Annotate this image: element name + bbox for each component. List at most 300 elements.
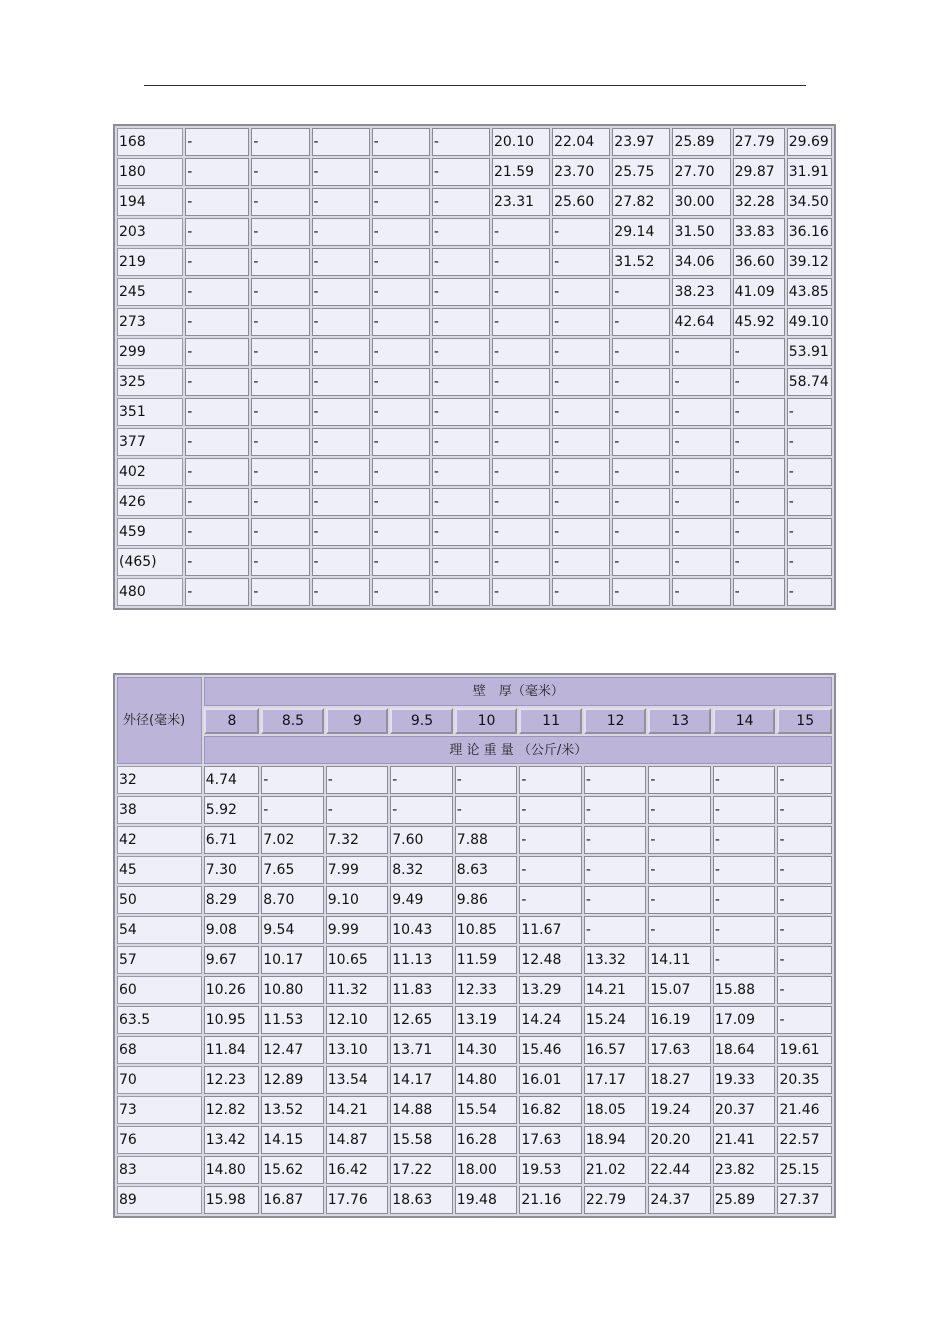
outer-diameter-cell: (465) xyxy=(117,548,183,576)
weight-cell: - xyxy=(432,548,490,576)
outer-diameter-cell: 32 xyxy=(117,766,202,794)
weight-cell: - xyxy=(372,368,430,396)
weight-cell: 11.59 xyxy=(455,946,518,974)
outer-diameter-cell: 377 xyxy=(117,428,183,456)
weight-cell: - xyxy=(612,548,670,576)
table-row xyxy=(117,248,832,276)
weight-cell: 13.19 xyxy=(455,1006,518,1034)
weight-cell: - xyxy=(312,428,370,456)
weight-cell: 27.82 xyxy=(612,188,670,216)
weight-cell: - xyxy=(185,548,249,576)
weight-cell: - xyxy=(312,398,370,426)
weight-cell: - xyxy=(552,518,610,546)
weight-cell: 12.47 xyxy=(261,1036,324,1064)
weight-cell: - xyxy=(519,856,582,884)
weight-cell: 25.75 xyxy=(612,158,670,186)
table-row xyxy=(117,1186,832,1214)
weight-cell: - xyxy=(372,518,430,546)
weight-cell: - xyxy=(312,548,370,576)
weight-cell: 25.15 xyxy=(777,1156,832,1184)
weight-cell: 36.16 xyxy=(787,218,832,246)
weight-cell: - xyxy=(777,916,832,944)
weight-cell: 32.28 xyxy=(733,188,785,216)
outer-diameter-cell: 273 xyxy=(117,308,183,336)
weight-cell: 13.54 xyxy=(326,1066,389,1094)
weight-cell: 15.07 xyxy=(648,976,711,1004)
weight-cell: - xyxy=(648,916,711,944)
weight-cell: 21.59 xyxy=(492,158,550,186)
weight-cell: - xyxy=(492,308,550,336)
weight-cell: - xyxy=(312,518,370,546)
weight-cell: - xyxy=(552,308,610,336)
weight-cell: 15.24 xyxy=(584,1006,647,1034)
weight-cell: 16.82 xyxy=(519,1096,582,1124)
table-row xyxy=(117,1096,832,1124)
weight-cell: - xyxy=(432,518,490,546)
weight-cell: 7.02 xyxy=(261,826,324,854)
weight-cell: 16.57 xyxy=(584,1036,647,1064)
weight-cell: 25.60 xyxy=(552,188,610,216)
weight-cell: - xyxy=(185,248,249,276)
outer-diameter-cell: 426 xyxy=(117,488,183,516)
weight-cell: 20.20 xyxy=(648,1126,711,1154)
weight-cell: - xyxy=(312,488,370,516)
thickness-header: 14 xyxy=(713,708,776,734)
thickness-header: 10 xyxy=(455,708,518,734)
table-row xyxy=(117,308,832,336)
weight-cell: - xyxy=(251,248,309,276)
table-row xyxy=(117,548,832,576)
table-row xyxy=(117,188,832,216)
weight-cell: - xyxy=(372,158,430,186)
weight-cell: 14.80 xyxy=(455,1066,518,1094)
weight-cell: 19.53 xyxy=(519,1156,582,1184)
weight-cell: - xyxy=(552,278,610,306)
weight-cell: - xyxy=(733,488,785,516)
weight-cell: 18.64 xyxy=(713,1036,776,1064)
weight-cell: - xyxy=(312,128,370,156)
weight-cell: 7.30 xyxy=(204,856,259,884)
weight-cell: - xyxy=(185,158,249,186)
weight-cell: - xyxy=(777,1006,832,1034)
table-row xyxy=(117,946,832,974)
weight-cell: 15.54 xyxy=(455,1096,518,1124)
weight-cell: - xyxy=(390,766,453,794)
weight-cell: 9.67 xyxy=(204,946,259,974)
outer-diameter-cell: 299 xyxy=(117,338,183,366)
weight-cell: 9.10 xyxy=(326,886,389,914)
weight-cell: 38.23 xyxy=(672,278,730,306)
weight-cell: - xyxy=(552,488,610,516)
outer-diameter-cell: 63.5 xyxy=(117,1006,202,1034)
weight-cell: - xyxy=(777,826,832,854)
weight-cell: - xyxy=(584,796,647,824)
weight-cell: - xyxy=(519,796,582,824)
weight-cell: - xyxy=(492,578,550,606)
weight-cell: - xyxy=(432,278,490,306)
weight-cell: - xyxy=(261,796,324,824)
weight-cell: 10.26 xyxy=(204,976,259,1004)
table-row xyxy=(117,1006,832,1034)
weight-cell: 14.88 xyxy=(390,1096,453,1124)
weight-cell: - xyxy=(612,458,670,486)
table-row xyxy=(117,1156,832,1184)
weight-cell: - xyxy=(648,826,711,854)
table-row xyxy=(117,1036,832,1064)
weight-cell: - xyxy=(519,766,582,794)
table-row xyxy=(117,856,832,884)
table-row xyxy=(117,158,832,186)
weight-cell: - xyxy=(372,308,430,336)
weight-cell: - xyxy=(584,916,647,944)
weight-cell: - xyxy=(326,766,389,794)
weight-cell: 45.92 xyxy=(733,308,785,336)
weight-cell: 20.37 xyxy=(713,1096,776,1124)
weight-cell: - xyxy=(787,458,832,486)
weight-cell: 11.53 xyxy=(261,1006,324,1034)
weight-cell: - xyxy=(372,548,430,576)
weight-cell: 17.09 xyxy=(713,1006,776,1034)
weight-cell: - xyxy=(312,458,370,486)
weight-cell: - xyxy=(612,368,670,396)
weight-cell: 9.49 xyxy=(390,886,453,914)
weight-cell: 18.00 xyxy=(455,1156,518,1184)
weight-cell: 17.63 xyxy=(648,1036,711,1064)
weight-cell: - xyxy=(584,826,647,854)
outer-diameter-cell: 83 xyxy=(117,1156,202,1184)
weight-cell: 22.79 xyxy=(584,1186,647,1214)
weight-cell: 23.82 xyxy=(713,1156,776,1184)
weight-cell: - xyxy=(185,188,249,216)
weight-cell: - xyxy=(612,308,670,336)
outer-diameter-cell: 38 xyxy=(117,796,202,824)
weight-cell: - xyxy=(672,338,730,366)
weight-cell: 17.17 xyxy=(584,1066,647,1094)
weight-cell: 14.11 xyxy=(648,946,711,974)
weight-cell: - xyxy=(372,428,430,456)
thickness-header: 11 xyxy=(519,708,582,734)
weight-cell: - xyxy=(648,856,711,884)
weight-cell: 42.64 xyxy=(672,308,730,336)
weight-cell: 22.44 xyxy=(648,1156,711,1184)
weight-cell: 34.50 xyxy=(787,188,832,216)
weight-cell: 41.09 xyxy=(733,278,785,306)
thickness-header: 9.5 xyxy=(390,708,453,734)
weight-cell: - xyxy=(251,368,309,396)
outer-diameter-cell: 68 xyxy=(117,1036,202,1064)
weight-cell: - xyxy=(672,368,730,396)
weight-cell: 18.94 xyxy=(584,1126,647,1154)
weight-cell: - xyxy=(552,248,610,276)
weight-cell: - xyxy=(787,518,832,546)
weight-cell: 11.32 xyxy=(326,976,389,1004)
outer-diameter-cell: 194 xyxy=(117,188,183,216)
weight-cell: - xyxy=(733,578,785,606)
weight-cell: - xyxy=(432,368,490,396)
weight-cell: 16.42 xyxy=(326,1156,389,1184)
thickness-header-row xyxy=(117,708,832,734)
weight-cell: 33.83 xyxy=(733,218,785,246)
weight-cell: - xyxy=(777,886,832,914)
outer-diameter-cell: 76 xyxy=(117,1126,202,1154)
weight-cell: 20.10 xyxy=(492,128,550,156)
weight-cell: 25.89 xyxy=(713,1186,776,1214)
weight-cell: 10.17 xyxy=(261,946,324,974)
weight-cell: - xyxy=(713,856,776,884)
weight-cell: - xyxy=(261,766,324,794)
outer-diameter-cell: 351 xyxy=(117,398,183,426)
weight-cell: - xyxy=(492,428,550,456)
weight-cell: - xyxy=(519,826,582,854)
weight-cell: - xyxy=(372,338,430,366)
weight-cell: 14.30 xyxy=(455,1036,518,1064)
weight-cell: - xyxy=(251,488,309,516)
thickness-header: 8.5 xyxy=(261,708,324,734)
table-row xyxy=(117,128,832,156)
thickness-header: 8 xyxy=(204,708,259,734)
theoretical-weight-header: 理 论 重 量 （公斤/米） xyxy=(204,736,832,764)
weight-cell: 8.63 xyxy=(455,856,518,884)
weight-cell: 9.08 xyxy=(204,916,259,944)
weight-cell: - xyxy=(312,218,370,246)
weight-cell: - xyxy=(519,886,582,914)
weight-cell: 7.88 xyxy=(455,826,518,854)
weight-cell: 7.99 xyxy=(326,856,389,884)
weight-cell: 15.58 xyxy=(390,1126,453,1154)
weight-cell: 13.71 xyxy=(390,1036,453,1064)
table-row xyxy=(117,428,832,456)
weight-cell: - xyxy=(672,518,730,546)
weight-cell: - xyxy=(432,398,490,426)
weight-cell: 12.48 xyxy=(519,946,582,974)
table-row xyxy=(117,278,832,306)
weight-cell: 18.27 xyxy=(648,1066,711,1094)
weight-cell: 21.02 xyxy=(584,1156,647,1184)
weight-cell: 14.80 xyxy=(204,1156,259,1184)
weight-cell: 31.91 xyxy=(787,158,832,186)
weight-cell: - xyxy=(432,338,490,366)
weight-cell: - xyxy=(733,518,785,546)
weight-cell: 15.98 xyxy=(204,1186,259,1214)
weight-cell: 13.29 xyxy=(519,976,582,1004)
weight-cell: 49.10 xyxy=(787,308,832,336)
weight-cell: - xyxy=(372,188,430,216)
weight-cell: 19.24 xyxy=(648,1096,711,1124)
outer-diameter-cell: 245 xyxy=(117,278,183,306)
outer-diameter-cell: 50 xyxy=(117,886,202,914)
outer-diameter-cell: 203 xyxy=(117,218,183,246)
weight-cell: - xyxy=(432,188,490,216)
weight-cell: - xyxy=(492,278,550,306)
weight-cell: 30.00 xyxy=(672,188,730,216)
outer-diameter-cell: 70 xyxy=(117,1066,202,1094)
weight-cell: - xyxy=(432,578,490,606)
weight-cell: 18.05 xyxy=(584,1096,647,1124)
table2-body xyxy=(117,766,832,1214)
weight-cell: - xyxy=(372,398,430,426)
weight-cell: 14.17 xyxy=(390,1066,453,1094)
weight-cell: 15.88 xyxy=(713,976,776,1004)
weight-cell: - xyxy=(672,488,730,516)
weight-cell: 10.65 xyxy=(326,946,389,974)
table1-body xyxy=(117,128,832,606)
weight-cell: 12.82 xyxy=(204,1096,259,1124)
weight-cell: - xyxy=(492,218,550,246)
weight-cell: - xyxy=(787,428,832,456)
weight-cell: 16.01 xyxy=(519,1066,582,1094)
weight-cell: 9.54 xyxy=(261,916,324,944)
weight-cell: - xyxy=(713,766,776,794)
weight-cell: - xyxy=(185,398,249,426)
weight-cell: - xyxy=(492,518,550,546)
outer-diameter-cell: 180 xyxy=(117,158,183,186)
weight-cell: - xyxy=(185,278,249,306)
weight-cell: - xyxy=(372,458,430,486)
weight-cell: - xyxy=(552,548,610,576)
weight-cell: 29.87 xyxy=(733,158,785,186)
table-row xyxy=(117,1126,832,1154)
weight-cell: 27.37 xyxy=(777,1186,832,1214)
weight-cell: 7.60 xyxy=(390,826,453,854)
weight-cell: - xyxy=(552,338,610,366)
weight-cell: - xyxy=(713,886,776,914)
weight-cell: - xyxy=(552,428,610,456)
weight-cell: - xyxy=(552,368,610,396)
weight-cell: - xyxy=(713,916,776,944)
weight-cell: 14.21 xyxy=(326,1096,389,1124)
weight-cell: 16.19 xyxy=(648,1006,711,1034)
weight-cell: 21.46 xyxy=(777,1096,832,1124)
wall-thickness-header: 壁 厚（毫米） xyxy=(204,677,832,706)
weight-cell: - xyxy=(733,548,785,576)
weight-cell: - xyxy=(185,428,249,456)
weight-cell: - xyxy=(777,856,832,884)
weight-cell: - xyxy=(713,826,776,854)
weight-cell: 43.85 xyxy=(787,278,832,306)
weight-cell: - xyxy=(777,946,832,974)
weight-cell: 22.57 xyxy=(777,1126,832,1154)
weight-cell: - xyxy=(312,578,370,606)
weight-cell: 14.87 xyxy=(326,1126,389,1154)
weight-cell: - xyxy=(584,886,647,914)
weight-cell: - xyxy=(432,488,490,516)
weight-cell: 53.91 xyxy=(787,338,832,366)
weight-cell: 23.70 xyxy=(552,158,610,186)
weight-cell: - xyxy=(312,338,370,366)
table-row xyxy=(117,518,832,546)
weight-cell: 20.35 xyxy=(777,1066,832,1094)
weight-cell: 10.80 xyxy=(261,976,324,1004)
weight-cell: - xyxy=(672,398,730,426)
weight-cell: - xyxy=(185,578,249,606)
weight-cell: - xyxy=(372,128,430,156)
outer-diameter-cell: 45 xyxy=(117,856,202,884)
weight-cell: 19.33 xyxy=(713,1066,776,1094)
weight-cell: - xyxy=(584,856,647,884)
weight-cell: - xyxy=(455,796,518,824)
table-row xyxy=(117,398,832,426)
weight-cell: 6.71 xyxy=(204,826,259,854)
table-row xyxy=(117,916,832,944)
weight-cell: 27.70 xyxy=(672,158,730,186)
weight-cell: 13.42 xyxy=(204,1126,259,1154)
weight-cell: - xyxy=(672,428,730,456)
weight-cell: - xyxy=(185,368,249,396)
weight-cell: - xyxy=(432,308,490,336)
table-row xyxy=(117,796,832,824)
weight-cell: - xyxy=(777,766,832,794)
outer-diameter-cell: 60 xyxy=(117,976,202,1004)
weight-cell: - xyxy=(432,218,490,246)
outer-diameter-cell: 219 xyxy=(117,248,183,276)
weight-cell: 24.37 xyxy=(648,1186,711,1214)
weight-cell: - xyxy=(372,218,430,246)
weight-cell: 15.46 xyxy=(519,1036,582,1064)
weight-cell: - xyxy=(185,218,249,246)
weight-cell: - xyxy=(251,338,309,366)
outer-diameter-cell: 73 xyxy=(117,1096,202,1124)
weight-cell: - xyxy=(251,158,309,186)
weight-cell: - xyxy=(612,338,670,366)
weight-cell: - xyxy=(251,458,309,486)
weight-cell: - xyxy=(787,578,832,606)
outer-diameter-cell: 402 xyxy=(117,458,183,486)
weight-cell: 34.06 xyxy=(672,248,730,276)
weight-cell: 12.23 xyxy=(204,1066,259,1094)
outer-diameter-cell: 480 xyxy=(117,578,183,606)
table-row xyxy=(117,976,832,1004)
weight-cell: 7.32 xyxy=(326,826,389,854)
weight-cell: - xyxy=(251,398,309,426)
weight-cell: - xyxy=(612,428,670,456)
table-row xyxy=(117,886,832,914)
weight-cell: - xyxy=(777,976,832,1004)
weight-cell: - xyxy=(492,248,550,276)
weight-cell: - xyxy=(251,128,309,156)
weight-cell: 13.32 xyxy=(584,946,647,974)
table-row xyxy=(117,368,832,396)
weight-cell: - xyxy=(251,428,309,456)
weight-cell: 10.43 xyxy=(390,916,453,944)
weight-cell: 9.86 xyxy=(455,886,518,914)
weight-cell: - xyxy=(455,766,518,794)
outer-diameter-cell: 325 xyxy=(117,368,183,396)
weight-cell: - xyxy=(432,128,490,156)
weight-cell: 22.04 xyxy=(552,128,610,156)
weight-cell: 31.52 xyxy=(612,248,670,276)
weight-cell: - xyxy=(185,518,249,546)
weight-cell: 21.41 xyxy=(713,1126,776,1154)
weight-cell: - xyxy=(251,548,309,576)
weight-cell: 11.83 xyxy=(390,976,453,1004)
weight-cell: 8.32 xyxy=(390,856,453,884)
weight-cell: - xyxy=(492,338,550,366)
weight-cell: 16.28 xyxy=(455,1126,518,1154)
weight-cell: - xyxy=(777,796,832,824)
weight-cell: - xyxy=(733,398,785,426)
weight-cell: 29.14 xyxy=(612,218,670,246)
weight-cell: - xyxy=(492,458,550,486)
outer-diameter-header: 外径(毫米) xyxy=(117,677,202,764)
weight-cell: - xyxy=(432,158,490,186)
weight-cell: - xyxy=(787,548,832,576)
weight-cell: 12.89 xyxy=(261,1066,324,1094)
outer-diameter-cell: 57 xyxy=(117,946,202,974)
table-row xyxy=(117,1066,832,1094)
weight-cell: - xyxy=(552,458,610,486)
weight-cell: 14.24 xyxy=(519,1006,582,1034)
table-row xyxy=(117,578,832,606)
